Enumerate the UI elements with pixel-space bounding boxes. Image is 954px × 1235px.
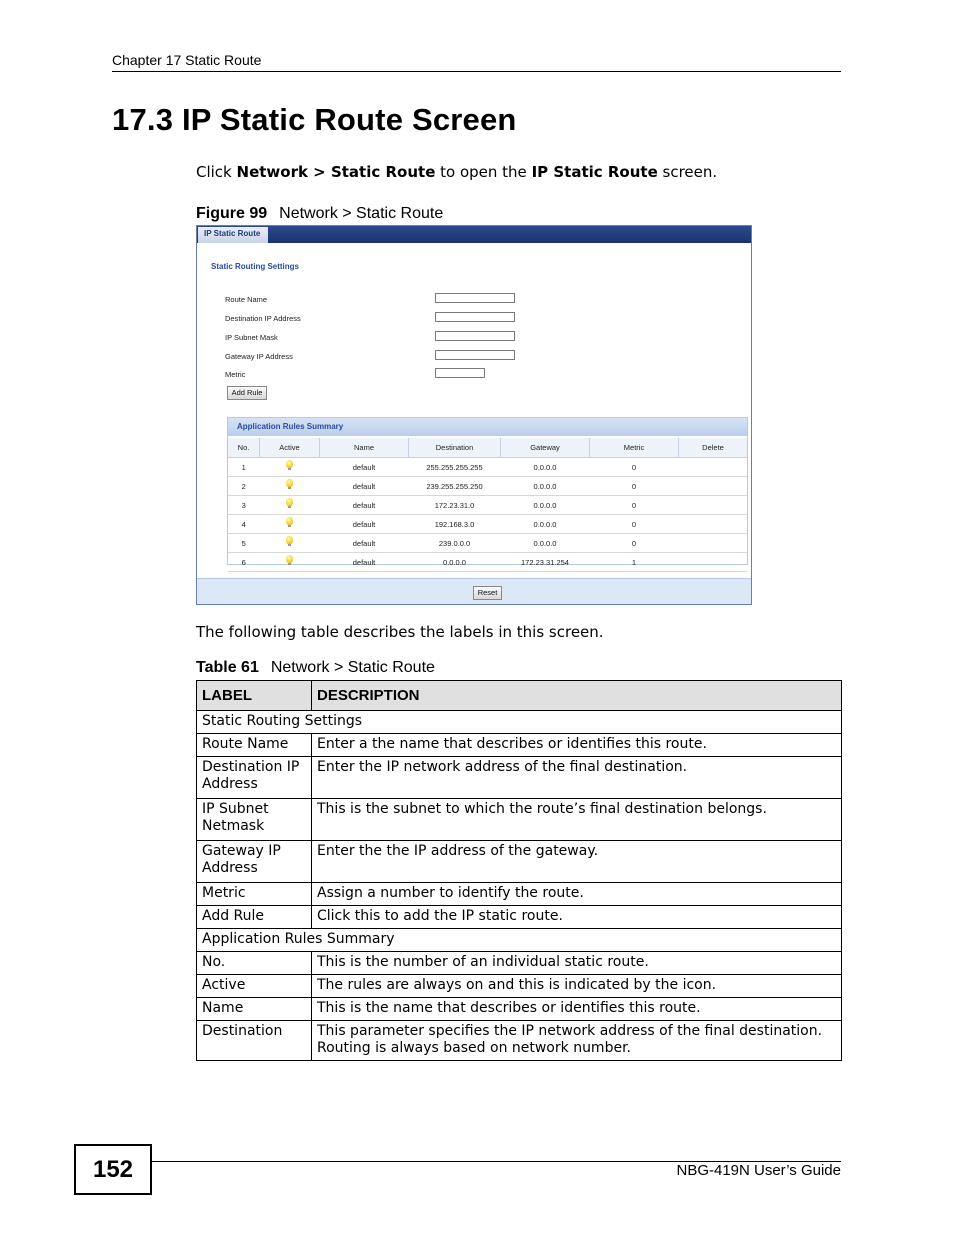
screen-name: IP Static Route [531, 163, 658, 181]
subnet-mask-input[interactable] [435, 331, 515, 341]
col-name: Name [320, 438, 409, 458]
section-row [197, 711, 842, 734]
guide-title: NBG-419N User’s Guide [676, 1162, 841, 1179]
header-divider [112, 71, 841, 72]
table-row: Active The rules are always on and this is indicated by the icon. [197, 975, 842, 998]
table-caption: Table 61 Network > Static Route [196, 659, 435, 676]
col-no: No. [228, 438, 260, 458]
description-table [196, 680, 842, 1061]
table-row: 1 default 255.255.255.255 0.0.0.0 0 [228, 458, 747, 477]
table-row: 5 default 239.0.0.0 0.0.0.0 0 [228, 534, 747, 553]
screenshot-figure [196, 225, 752, 605]
destination-ip-label: Destination IP Address [225, 314, 301, 323]
menu-path: Network > Static Route [236, 163, 436, 181]
table-row: Destination IP Address Enter the IP network address of the final destination. [197, 757, 842, 799]
tab-bar [197, 226, 751, 243]
section-row [197, 929, 842, 952]
table-row: 2 default 239.255.255.250 0.0.0.0 0 [228, 477, 747, 496]
bulb-icon [286, 479, 293, 487]
col-metric: Metric [590, 438, 679, 458]
summary-title: Application Rules Summary [228, 418, 747, 436]
table-row: Name This is the name that describes or identifies this route. [197, 998, 842, 1021]
section-row-label: Application Rules Summary [197, 929, 842, 952]
intro-paragraph: Click Network > Static Route to open the IP Static Route screen. [196, 163, 718, 181]
gateway-ip-input[interactable] [435, 350, 515, 360]
reset-button[interactable]: Reset [473, 586, 502, 600]
bulb-icon [286, 536, 293, 544]
col-delete: Delete [679, 438, 748, 458]
settings-section-title: Static Routing Settings [211, 262, 299, 271]
section-row-label: Static Routing Settings [197, 711, 842, 734]
tab-ip-static-route[interactable]: IP Static Route [198, 227, 268, 243]
summary-header-row [228, 438, 747, 458]
label-header: LABEL [197, 681, 312, 711]
metric-input[interactable] [435, 368, 485, 378]
page-number: 152 [74, 1144, 152, 1195]
figure-caption: Figure 99 Network > Static Route [196, 205, 444, 222]
table-row: Destination This parameter specifies the IP network address of the final destination. Routing is always based on network number. [197, 1021, 842, 1061]
subnet-mask-label: IP Subnet Mask [225, 333, 278, 342]
route-name-label: Route Name [225, 295, 268, 304]
table-row: No. This is the number of an individual static route. [197, 952, 842, 975]
rules-summary-panel [227, 417, 748, 565]
route-name-input[interactable] [435, 293, 515, 303]
table-row: Route Name Enter a the name that describes or identifies this route. [197, 734, 842, 757]
table-row: Add Rule Click this to add the IP static route. [197, 906, 842, 929]
table-row: Gateway IP Address Enter the the IP address of the gateway. [197, 841, 842, 883]
add-rule-button[interactable]: Add Rule [227, 386, 267, 400]
description-header: DESCRIPTION [312, 681, 842, 711]
section-title: 17.3 IP Static Route Screen [112, 102, 517, 137]
table-row: Metric Assign a number to identify the route. [197, 883, 842, 906]
rules-summary-table [228, 438, 747, 572]
table-row: 3 default 172.23.31.0 0.0.0.0 0 [228, 496, 747, 515]
chapter-header: Chapter 17 Static Route [112, 52, 262, 68]
description-header-row [197, 681, 842, 711]
col-active: Active [260, 438, 320, 458]
col-gateway: Gateway [501, 438, 590, 458]
table-row: 4 default 192.168.3.0 0.0.0.0 0 [228, 515, 747, 534]
table-row: IP Subnet Netmask This is the subnet to which the route’s final destination belongs. [197, 799, 842, 841]
bulb-icon [286, 555, 293, 563]
bulb-icon [286, 498, 293, 506]
figure-footer-bar [197, 578, 751, 604]
metric-label: Metric [225, 370, 246, 379]
col-destination: Destination [409, 438, 501, 458]
table-row: 6 default 0.0.0.0 172.23.31.254 1 [228, 553, 747, 572]
following-text: The following table describes the labels in this screen. [196, 623, 604, 641]
gateway-ip-label: Gateway IP Address [225, 352, 293, 361]
destination-ip-input[interactable] [435, 312, 515, 322]
bulb-icon [286, 460, 293, 468]
bulb-icon [286, 517, 293, 525]
